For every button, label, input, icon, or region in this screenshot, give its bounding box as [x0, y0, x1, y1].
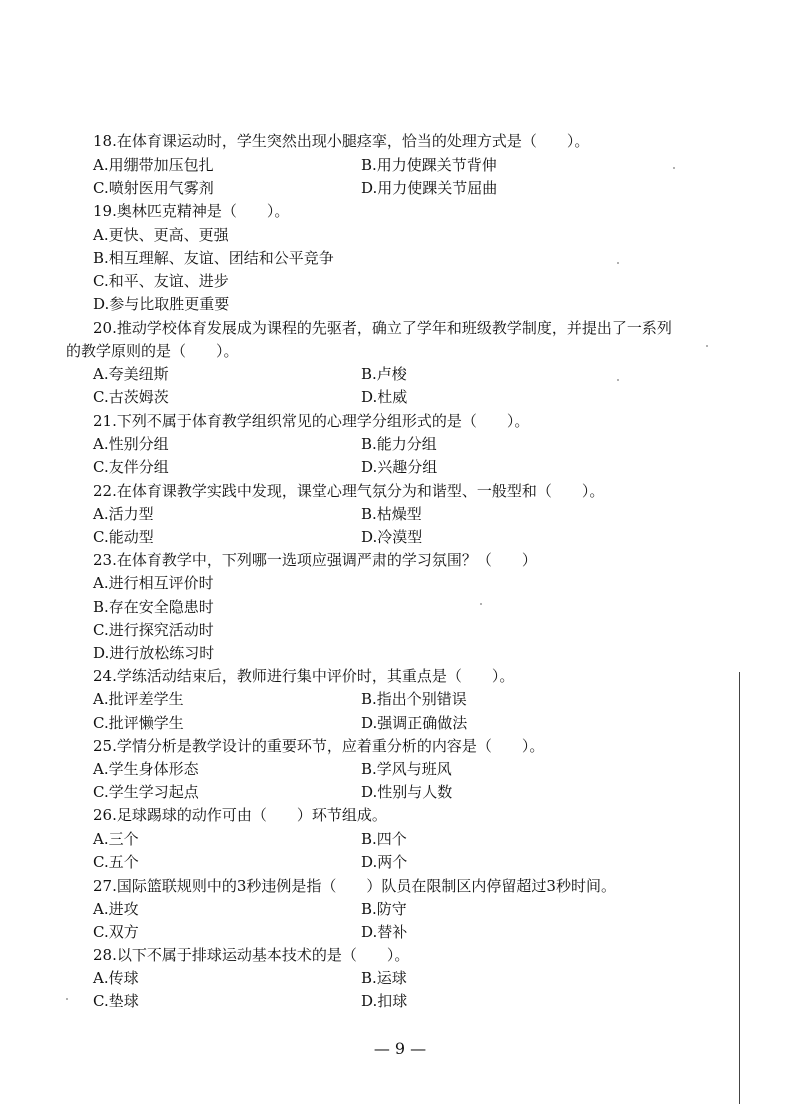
q20-option-c: C.古茨姆茨 [93, 388, 169, 406]
q21-option-a: A.性别分组 [93, 435, 169, 453]
q22-option-b: B.枯燥型 [361, 505, 422, 523]
q25-option-b: B.学风与班风 [361, 760, 452, 778]
q22-option-a: A.活力型 [93, 505, 154, 523]
scan-speck [673, 167, 675, 169]
scan-speck [480, 603, 482, 605]
question-24-stem: 24.学练活动结束后，教师进行集中评价时，其重点是（ ）。 [93, 667, 515, 685]
q20-option-d: D.杜威 [361, 388, 408, 406]
scan-speck [66, 998, 68, 1000]
question-21-stem: 21.下列不属于体育教学组织常见的心理学分组形式的是（ ）。 [93, 412, 530, 430]
q21-option-b: B.能力分组 [361, 435, 437, 453]
q23-option-c: C.进行探究活动时 [93, 621, 214, 639]
question-25-stem: 25.学情分析是教学设计的重要环节，应着重分析的内容是（ ）。 [93, 737, 545, 755]
q26-option-b: B.四个 [361, 830, 407, 848]
q23-option-a: A.进行相互评价时 [93, 574, 214, 592]
page-number: — 9 — [373, 1039, 427, 1058]
q24-option-d: D.强调正确做法 [361, 714, 468, 732]
question-19-stem: 19.奥林匹克精神是（ ）。 [93, 202, 290, 220]
q21-option-c: C.友伴分组 [93, 458, 169, 476]
q26-option-d: D.两个 [361, 853, 408, 871]
q24-option-c: C.批评懒学生 [93, 714, 184, 732]
q28-option-b: B.运球 [361, 969, 407, 987]
q28-option-d: D.扣球 [361, 992, 408, 1010]
q19-option-b: B.相互理解、友谊、团结和公平竞争 [93, 249, 334, 267]
q20-option-b: B.卢梭 [361, 365, 407, 383]
q24-option-a: A.批评差学生 [93, 690, 184, 708]
q19-option-c: C.和平、友谊、进步 [93, 272, 229, 290]
question-22-stem: 22.在体育课教学实践中发现，课堂心理气氛分为和谐型、一般型和（ ）。 [93, 482, 605, 500]
q19-option-d: D.参与比取胜更重要 [93, 295, 230, 313]
q24-option-b: B.指出个别错误 [361, 690, 467, 708]
question-28-stem: 28.以下不属于排球运动基本技术的是（ ）。 [93, 946, 410, 964]
q20-option-a: A.夸美纽斯 [93, 365, 169, 383]
q25-option-a: A.学生身体形态 [93, 760, 199, 778]
q18-option-a: A.用绷带加压包扎 [93, 156, 214, 174]
q19-option-a: A.更快、更高、更强 [93, 226, 229, 244]
q28-option-c: C.垫球 [93, 992, 139, 1010]
q28-option-a: A.传球 [93, 969, 139, 987]
q23-option-b: B.存在安全隐患时 [93, 598, 214, 616]
q27-option-c: C.双方 [93, 923, 139, 941]
q27-option-d: D.替补 [361, 923, 408, 941]
question-20-stem-continued: 的教学原则的是（ ）。 [66, 342, 239, 360]
q26-option-c: C.五个 [93, 853, 139, 871]
question-23-stem: 23.在体育教学中，下列哪一选项应强调严肃的学习氛围？（ ） [93, 551, 537, 569]
scan-speck [617, 379, 619, 381]
q27-option-a: A.进攻 [93, 900, 139, 918]
q25-option-c: C.学生学习起点 [93, 783, 199, 801]
scan-speck [706, 345, 708, 347]
question-18-stem: 18.在体育课运动时，学生突然出现小腿痉挛，恰当的处理方式是（ ）。 [93, 132, 590, 150]
question-27-stem: 27.国际篮联规则中的3秒违例是指（ ）队员在限制区内停留超过3秒时间。 [93, 877, 616, 895]
q25-option-d: D.性别与人数 [361, 783, 453, 801]
q18-option-d: D.用力使踝关节屈曲 [361, 179, 498, 197]
q27-option-b: B.防守 [361, 900, 407, 918]
question-26-stem: 26.足球踢球的动作可由（ ）环节组成。 [93, 806, 387, 824]
q22-option-d: D.冷漠型 [361, 528, 423, 546]
q18-option-b: B.用力使踝关节背伸 [361, 156, 497, 174]
q23-option-d: D.进行放松练习时 [93, 644, 215, 662]
q21-option-d: D.兴趣分组 [361, 458, 438, 476]
question-20-stem: 20.推动学校体育发展成为课程的先驱者，确立了学年和班级教学制度，并提出了一系列 [93, 319, 672, 337]
q18-option-c: C.喷射医用气雾剂 [93, 179, 214, 197]
q22-option-c: C.能动型 [93, 528, 154, 546]
scan-speck [617, 262, 619, 264]
scan-edge-line [739, 672, 740, 1104]
q26-option-a: A.三个 [93, 830, 139, 848]
